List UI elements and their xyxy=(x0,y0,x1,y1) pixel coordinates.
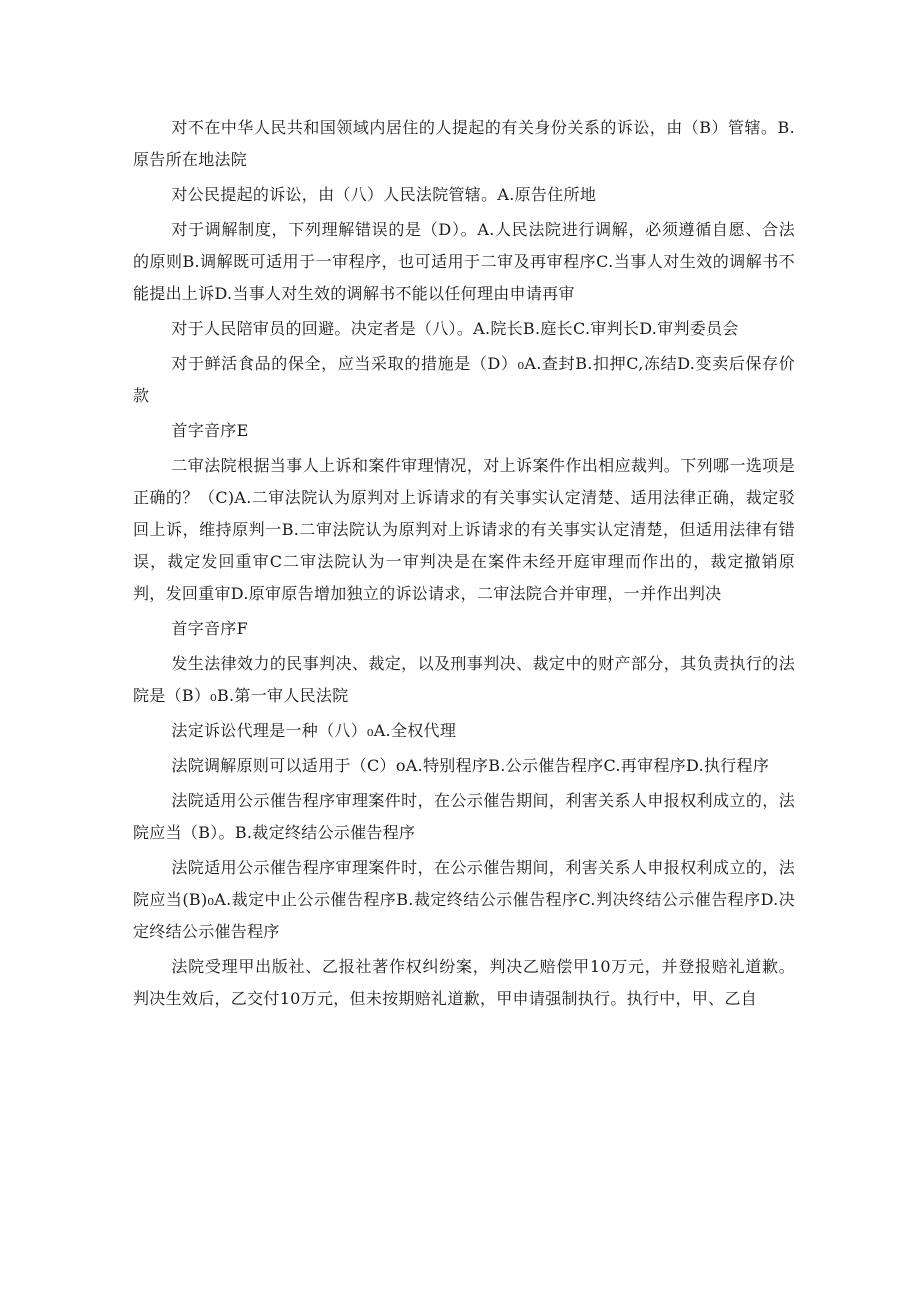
document-body xyxy=(133,112,795,1015)
paragraph: 法院受理甲出版社、乙报社著作权纠纷案，判决乙赔偿甲10万元，并登报赔礼道歉。判决生效后，乙交付10万元，但未按期赔礼道歉，甲申请强制执行。执行中，甲、乙自 xyxy=(133,957,795,1008)
paragraph: 二审法院根据当事人上诉和案件审理情况，对上诉案件作出相应裁判。下列哪一选项是正确的？（C)A.二审法院认为原判对上诉请求的有关事实认定清楚、适用法律正确，裁定驳回上诉，维持原判一B.二审法院认为原判对上诉请求的有关事实认定清楚，但适用法律有错误，裁定发回重审C二审法院认为一审判决是在案件未经开庭审理而作出的，裁定撤销原判，发回重审D.原审原告增加独立的诉讼请求，二审法院合并审理，一并作出判决 xyxy=(133,456,795,603)
paragraph: 法院适用公示催告程序审理案件时，在公示催告期间，利害关系人申报权利成立的，法院应当（B）。B.裁定终结公示催告程序 xyxy=(133,791,795,842)
paragraph: 对于调解制度，下列理解错误的是（D）。A.人民法院进行调解，必须遵循自愿、合法的原则B.调解既可适用于一审程序，也可适用于二审及再审程序C.当事人对生效的调解书不能提出上诉D.当事人对生效的调解书不能以任何理由申请再审 xyxy=(133,220,795,303)
section-heading: 首字音序E xyxy=(171,421,249,440)
paragraph: 对于人民陪审员的回避。决定者是（八）。A.院长B.庭长C.审判长D.审判委员会 xyxy=(171,319,739,338)
paragraph: 法院调解原则可以适用于（C）oA.特别程序B.公示催告程序C.再审程序D.执行程序 xyxy=(171,756,770,775)
section-heading: 首字音序F xyxy=(171,619,248,638)
paragraph: 对公民提起的诉讼，由（八）人民法院管辖。A.原告住所地 xyxy=(171,185,597,204)
paragraph: 发生法律效力的民事判决、裁定，以及刑事判决、裁定中的财产部分，其负责执行的法院是（B）₀B.第一审人民法院 xyxy=(133,654,795,705)
paragraph: 法定诉讼代理是一种（八）₀A.全权代理 xyxy=(171,721,457,740)
paragraph: 对不在中华人民共和国领域内居住的人提起的有关身份关系的诉讼，由（B）管辖。B.原告所在地法院 xyxy=(133,118,795,169)
paragraph: 对于鲜活食品的保全，应当采取的措施是（D）₀A.查封B.扣押C,冻结D.变卖后保存价款 xyxy=(133,354,795,405)
paragraph: 法院适用公示催告程序审理案件时，在公示催告期间，利害关系人申报权利成立的，法院应当(B)₀A.裁定中止公示催告程序B.裁定终结公示催告程序C.判决终结公示催告程序D.决定终结公示催告程序 xyxy=(133,858,795,941)
